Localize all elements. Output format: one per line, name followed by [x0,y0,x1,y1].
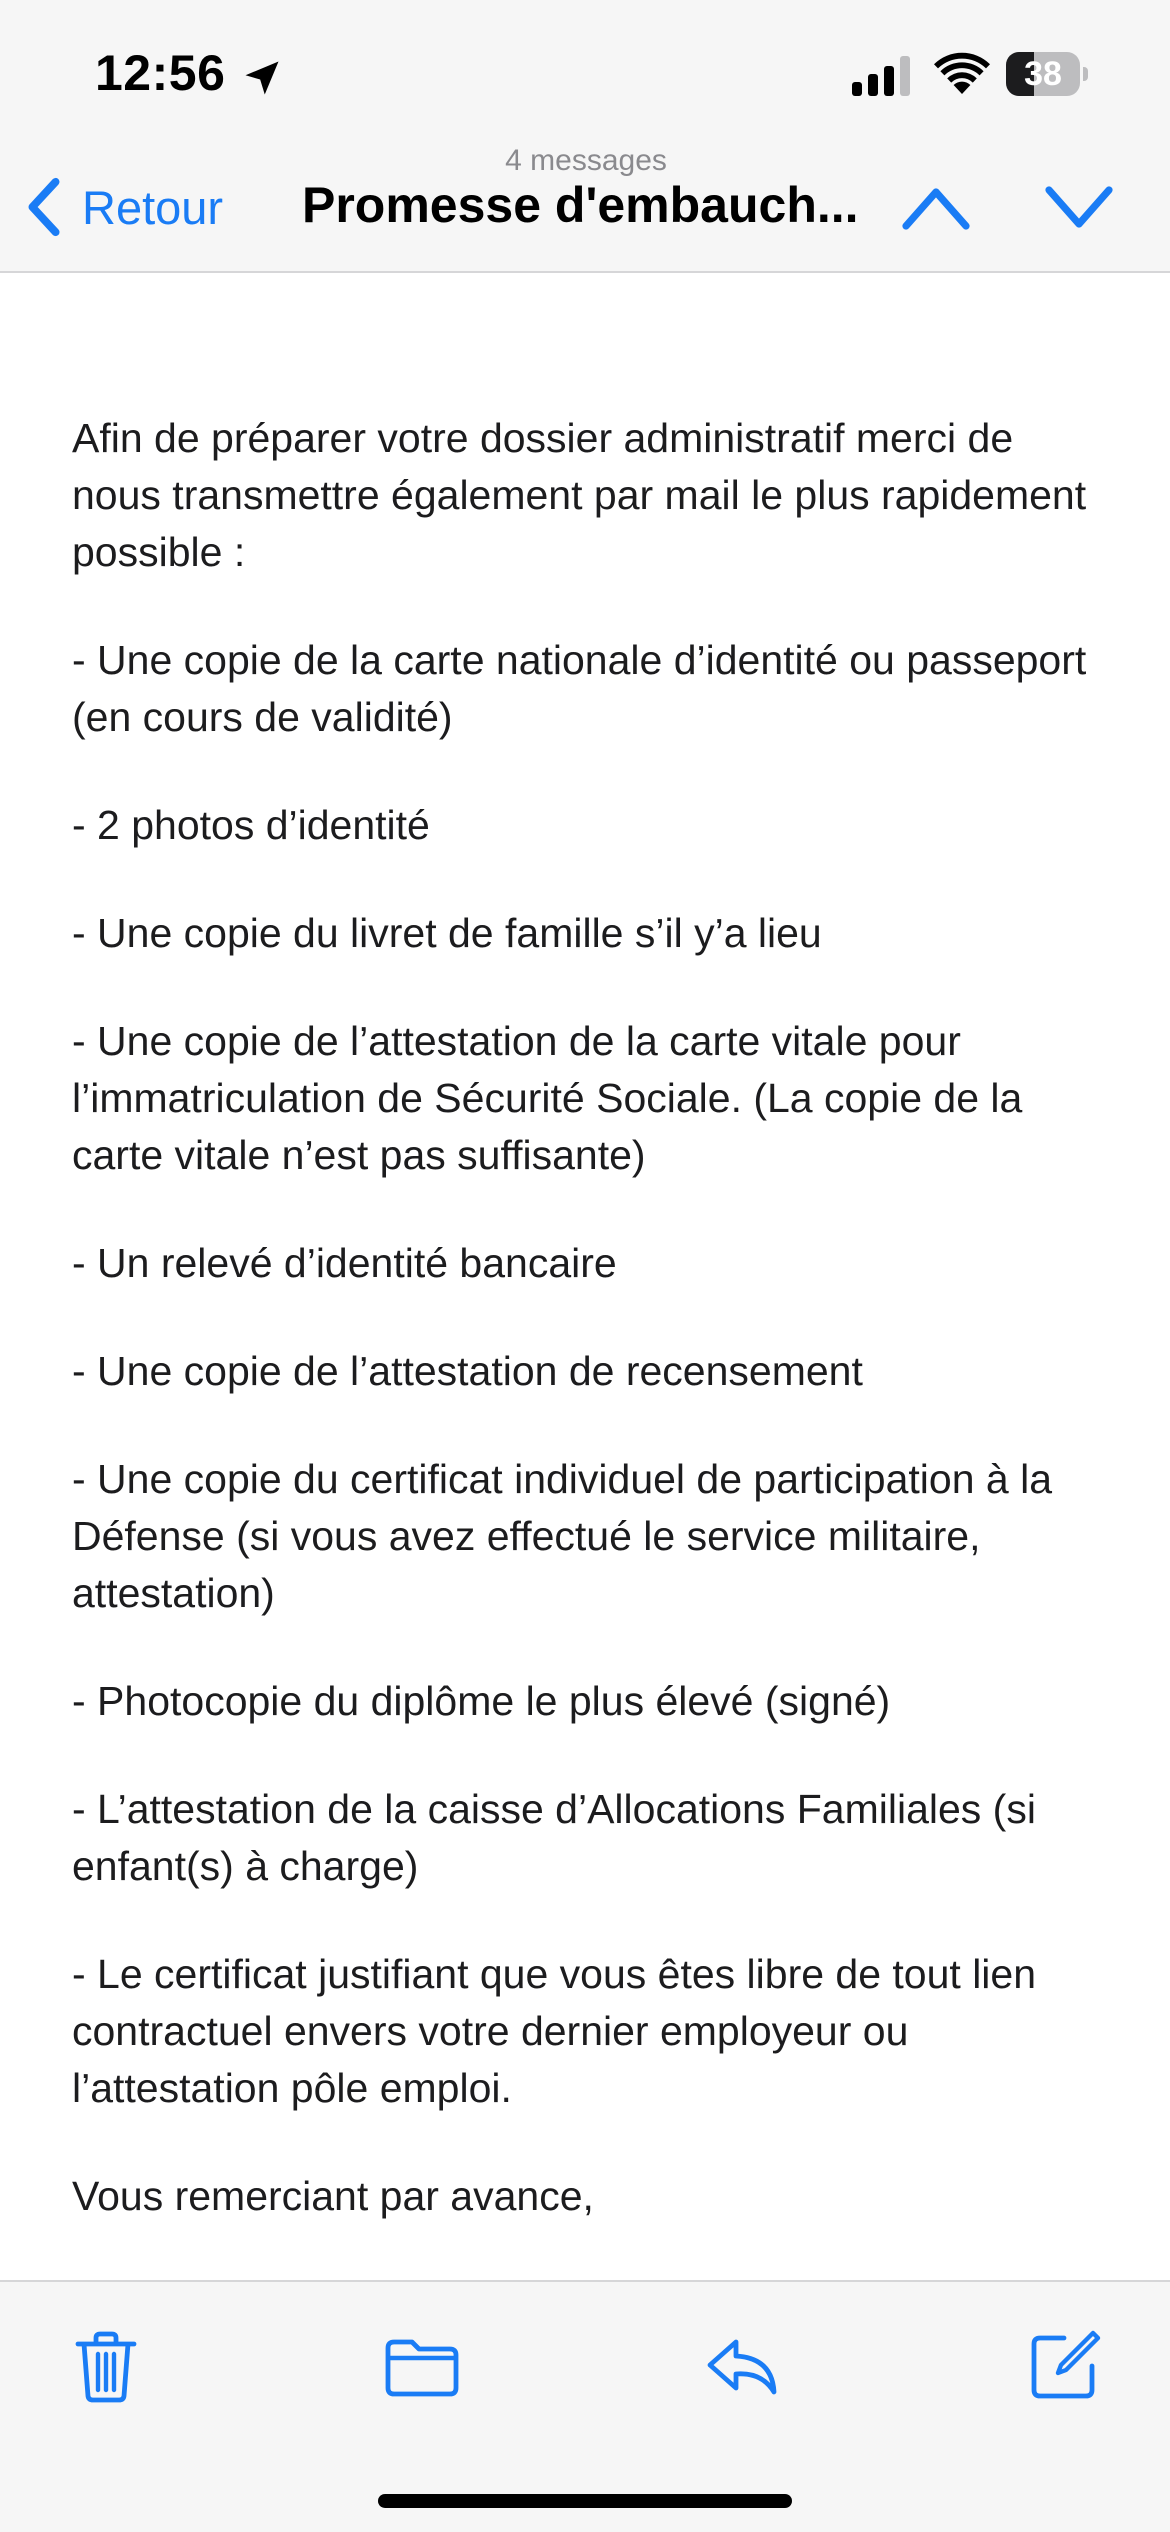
top-bar [0,0,1170,273]
email-body [72,410,1102,2276]
chevron-left-icon [24,176,64,238]
back-button[interactable] [24,172,223,242]
back-label: Retour [82,180,224,234]
email-list-item: - Photocopie du diplôme le plus élevé (signé) [72,1678,891,1724]
email-list-item: - Une copie de l’attestation de recensement [72,1348,863,1394]
reply-button[interactable] [702,2326,782,2406]
email-paragraph-intro: Afin de préparer votre dossier administratif merci de nous transmettre également par mail le plus rapidement possible : [72,415,1087,575]
message-count-text: 4 messages [505,144,667,177]
email-list-item: - Un relevé d’identité bancaire [72,1240,617,1286]
location-arrow-icon [240,56,284,100]
reply-icon [702,2326,782,2406]
trash-icon [66,2326,146,2406]
home-indicator[interactable] [378,2494,792,2508]
email-list-item: - Une copie de la carte nationale d’identité ou passeport (en cours de validité) [72,637,1087,740]
email-list-item: - L’attestation de la caisse d’Allocations Familiales (si enfant(s) à charge) [72,1786,1036,1889]
email-list-item: - Une copie du livret de famille s’il y’a lieu [72,910,822,956]
compose-icon [1024,2326,1104,2406]
thread-title: Promesse d'embauch... [302,177,859,233]
email-list-item: - Une copie du certificat individuel de participation à la Défense (si vous avez effectué le service militaire, attestation) [72,1456,1052,1616]
cellular-signal-icon [852,56,916,96]
email-closing: Vous remerciant par avance, [72,2173,594,2219]
battery-cap [1083,67,1088,81]
email-list-item: - Une copie de l’attestation de la carte vitale pour l’immatriculation de Sécurité Sociale. (La copie de la carte vitale n’est pas suffisante) [72,1018,1023,1178]
battery-body [1006,52,1080,96]
folder-icon [382,2326,462,2406]
battery-indicator [1006,52,1088,96]
move-to-folder-button[interactable] [382,2326,462,2406]
email-list-item: - 2 photos d’identité [72,802,430,848]
next-message-chevron-down-icon[interactable] [1043,180,1115,236]
compose-button[interactable] [1024,2326,1104,2406]
battery-percentage: 38 [1024,55,1062,93]
message-count [0,144,1170,178]
email-list-item: - Le certificat justifiant que vous êtes libre de tout lien contractuel envers votre dernier employeur ou l’attestation pôle emploi. [72,1951,1037,2111]
delete-button[interactable] [66,2326,146,2406]
wifi-icon [934,52,990,96]
status-time: 12:56 [95,45,226,101]
previous-message-chevron-up-icon[interactable] [900,180,972,236]
